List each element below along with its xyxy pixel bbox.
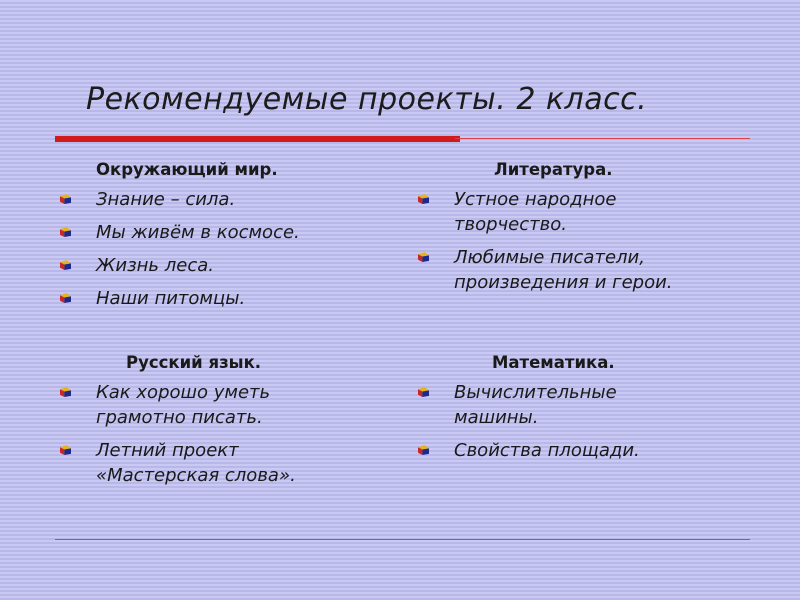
cube-bullet-icon: [60, 292, 71, 303]
section-heading: Литература.: [494, 160, 613, 179]
list-item: [56, 220, 396, 245]
section-heading: Окружающий мир.: [96, 160, 278, 179]
list-item-text: Наши питомцы.: [96, 288, 246, 309]
list-item: [414, 245, 774, 295]
section-heading: Русский язык.: [126, 353, 262, 372]
section-literature: [414, 160, 774, 303]
list-item-text: Вычислительные машины.: [454, 382, 617, 428]
cube-bullet-icon: [60, 444, 71, 455]
cube-bullet-icon: [60, 193, 71, 204]
cube-bullet-icon: [418, 193, 429, 204]
list-item-text: Летний проект «Мастерская слова».: [96, 440, 296, 486]
list-item: [414, 438, 774, 463]
cube-bullet-icon: [60, 259, 71, 270]
list-item: [56, 380, 396, 430]
section-mathematics: [414, 353, 774, 471]
bottom-divider: [55, 539, 750, 540]
list-item: [414, 187, 774, 237]
slide-title: Рекомендуемые проекты. 2 класс.: [86, 82, 648, 117]
cube-bullet-icon: [418, 386, 429, 397]
cube-bullet-icon: [418, 251, 429, 262]
list-item-text: Мы живём в космосе.: [96, 222, 300, 243]
list-item: [56, 438, 396, 488]
section-heading: Математика.: [492, 353, 615, 372]
title-underline-thin: [455, 138, 750, 139]
title-underline-thick: [55, 136, 460, 142]
cube-bullet-icon: [60, 386, 71, 397]
list-item-text: Как хорошо уметь грамотно писать.: [96, 382, 271, 428]
list-item: [56, 286, 396, 311]
section-environment: [56, 160, 396, 319]
list-item: [414, 380, 774, 430]
list-item-text: Знание – сила.: [96, 189, 236, 210]
list-item-text: Устное народное творчество.: [454, 189, 617, 235]
list-item: [56, 187, 396, 212]
list-item-text: Свойства площади.: [454, 440, 640, 461]
list-item: [56, 253, 396, 278]
cube-bullet-icon: [418, 444, 429, 455]
list-item-text: Жизнь леса.: [96, 255, 214, 276]
cube-bullet-icon: [60, 226, 71, 237]
section-russian-language: [56, 353, 396, 496]
list-item-text: Любимые писатели, произведения и герои.: [454, 247, 673, 293]
